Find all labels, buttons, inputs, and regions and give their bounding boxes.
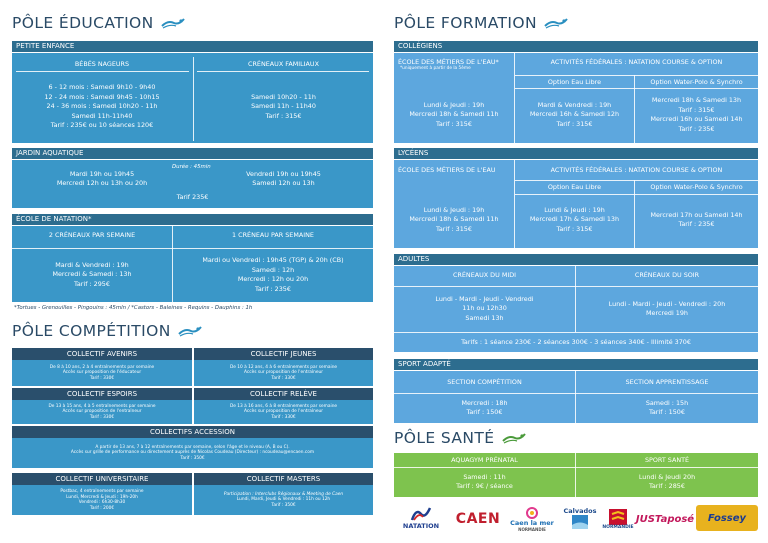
deux-creneaux-title: 2 CRÉNEAUX PAR SEMAINE	[48, 231, 136, 239]
lyc-eau-title: Option Eau Libre	[547, 183, 602, 191]
un-creneau-lines: Mardi ou Vendredi : 19h45 (TGP) & 20h (CB) Samedi : 12h Mercredi : 12h ou 20h Tarif : 235€	[202, 256, 344, 293]
colleg-activites-title: ACTIVITÉS FÉDÉRALES : NATATION COURSE & OPTION	[550, 58, 723, 66]
ecole-natation-box	[12, 226, 373, 302]
colleg-wp-title: Option Water-Polo & Synchro	[650, 78, 743, 86]
sante-box	[394, 453, 758, 497]
accession-title: COLLECTIFS ACCESSION	[12, 426, 373, 438]
section-apprentissage-lines: Samedi : 15h Tarif : 150€	[645, 398, 689, 416]
jardin-left: Mardi 19h ou 19h45 Mercredi 12h ou 13h ou 20h	[56, 169, 148, 187]
sante-title: PÔLE SANTÉ	[394, 429, 527, 447]
section-apprentissage-title: SECTION APPRENTISSAGE	[625, 378, 709, 386]
lyc-eau-lines: Lundi & Jeudi : 19h Mercredi 17h & Samedi 13h Tarif : 315€	[529, 205, 620, 233]
espoirs-title: COLLECTIF ESPOIRS	[12, 388, 192, 400]
petite-enfance-header: PETITE ENFANCE	[12, 41, 373, 52]
lyceens-header: LYCÉENS	[394, 148, 758, 159]
jeunes-title: COLLECTIF JEUNES	[194, 348, 373, 360]
caen-la-mer-icon	[525, 507, 539, 519]
ecole-note: *Tortues - Grenouilles - Pingouins : 45mln / *Castors - Baleines - Requins - Dauphins : 1h	[14, 305, 253, 311]
calvados-flag-icon	[572, 515, 588, 529]
midi-title: CRÉNEAUX DU MIDI	[452, 271, 517, 279]
accession-box: A partir de 13 ans, 7 à 12 entraînements par semaine, selon l'âge et le niveau (A, B ou C). Accès sur grille de performance ou directement auprès de Nicolas Coudeau (Directeur) : ncoudeau@encaen.com Tarif : 350€	[12, 438, 373, 468]
aquagym-lines: Samedi : 11h Tarif : 9€ / séance	[456, 472, 513, 490]
bebes-title: BÉBÉS NAGEURS	[74, 60, 130, 68]
creneaux-lines: Samedi 10h20 - 11h Samedi 11h - 11h40 Tarif : 315€	[251, 92, 316, 120]
avenirs-box: De 8 à 10 ans, 2 à 4 entraînements par semaine Accès sur proposition de l'éducateur Tarif : 330€	[12, 360, 192, 386]
colleg-ecole-lines: Lundi & Jeudi : 19h Mercredi 18h & Samedi 11h Tarif : 315€	[409, 100, 499, 128]
jardin-header: JARDIN AQUATIQUE	[12, 148, 373, 159]
creneaux-familiaux-title: CRÉNEAUX FAMILIAUX	[248, 60, 319, 68]
section-competition-lines: Mercredi : 18h Tarif : 150€	[461, 398, 508, 416]
colleg-ecole-note: *uniquement à partir de la 5ème	[400, 66, 471, 71]
edu-title: PÔLE ÉDUCATION	[12, 14, 186, 32]
jardin-box	[12, 160, 373, 208]
collegiens-header: COLLÉGIENS	[394, 41, 758, 52]
swimmer-icon	[543, 16, 569, 30]
caen-logo: CAEN	[455, 511, 501, 527]
sport-adapte-box	[394, 371, 758, 423]
universitaire-box: Postbac, 4 entraînements par semaine Lundi, Mercredi & Jeudi : 19h-20h Vendredi : 6h30-8h30 Tarif : 200€	[12, 485, 192, 515]
colleg-wp-lines: Mercredi 18h & Samedi 13h Tarif : 315€ Mercredi 16h ou Samedi 14h Tarif : 235€	[650, 96, 743, 133]
caen-la-mer-logo: Caen la mer NORMANDIE	[508, 503, 556, 535]
swimmer-icon	[501, 431, 527, 445]
justapose-logo: JUSTaposé	[635, 513, 695, 525]
calvados-logo: Calvados	[560, 502, 600, 534]
un-creneau-title: 1 CRÉNEAU PAR SEMAINE	[232, 231, 314, 239]
lyc-ecole-title: ÉCOLE DES MÉTIERS DE L'EAU	[398, 166, 496, 174]
ecole-natation-header: ÉCOLE DE NATATION*	[12, 214, 373, 225]
adultes-box	[394, 266, 758, 352]
normandie-logo: NORMANDIE	[602, 503, 634, 535]
lyceens-box	[394, 160, 758, 248]
soir-lines: Lundi - Mardi - Jeudi - Vendredi : 20h Mercredi 19h	[608, 299, 726, 317]
soir-title: CRÉNEAUX DU SOIR	[634, 271, 700, 279]
masters-box: Participation : Interclubs Régionaux & Meeting de Caen Lundi, Mardi, Jeudi & Vendredi : 11h ou 12h Tarif : 350€	[194, 485, 373, 515]
swimmer-icon	[160, 16, 186, 30]
sport-adapte-header: SPORT ADAPTÉ	[394, 359, 758, 370]
comp-title: PÔLE COMPÉTITION	[12, 322, 203, 340]
masters-title: COLLECTIF MASTERS	[194, 473, 373, 485]
adultes-header: ADULTES	[394, 254, 758, 265]
normandie-lions-icon	[609, 509, 627, 525]
avenirs-title: COLLECTIF AVENIRS	[12, 348, 192, 360]
lyc-activites-title: ACTIVITÉS FÉDÉRALES : NATATION COURSE & OPTION	[550, 166, 723, 174]
aquagym-title: AQUAGYM PRÉNATAL	[451, 456, 518, 464]
lyc-ecole-lines: Lundi & Jeudi : 19h Mercredi 18h & Samedi 11h Tarif : 315€	[409, 205, 499, 233]
releve-title: COLLECTIF RELÈVE	[194, 388, 373, 400]
fossey-logo: Fossey	[696, 505, 758, 531]
midi-lines: Lundi - Mardi - Jeudi - Vendredi 11h ou 12h30 Samedi 13h	[435, 294, 534, 322]
colleg-eau-lines: Mardi & Vendredi : 19h Mercredi 16h & Samedi 12h Tarif : 315€	[529, 100, 620, 128]
form-title: PÔLE FORMATION	[394, 14, 569, 32]
colleg-ecole-title: ÉCOLE DES MÉTIERS DE L'EAU*	[398, 58, 499, 66]
collegiens-box	[394, 53, 758, 143]
jardin-tarif: Tarif 235€	[176, 193, 209, 201]
swimmer-icon	[177, 324, 203, 338]
deux-creneaux-lines: Mardi & Vendredi : 19h Mercredi & Samedi : 13h Tarif : 295€	[52, 260, 132, 288]
bebes-lines: 6 - 12 mois : Samedi 9h10 - 9h40 12 - 24 mois : Samedi 9h45 - 10h15 24 - 36 mois : Samedi 10h20 - 11h Samedi 11h-11h40 Tarif : 235€ ou 10 séances 120€	[44, 83, 160, 130]
colleg-eau-title: Option Eau Libre	[547, 78, 602, 86]
lyc-wp-title: Option Water-Polo & Synchro	[650, 183, 743, 191]
universitaire-title: COLLECTIF UNIVERSITAIRE	[12, 473, 192, 485]
jeunes-box: De 10 à 12 ans, 4 à 6 entraînements par semaine Accès sur proposition de l'entraîneur Tarif : 330€	[194, 360, 373, 386]
lyc-wp-lines: Mercredi 17h ou Samedi 14h Tarif : 235€	[650, 210, 743, 228]
sport-sante-lines: Lundi & Jeudi 20h Tarif : 285€	[638, 472, 696, 490]
natation-logo: NATATION	[394, 503, 448, 533]
ffn-logo-icon	[410, 506, 432, 522]
section-competition-title: SECTION COMPÉTITION	[447, 378, 522, 386]
releve-box: De 13 à 16 ans, 6 à 8 entraînements par semaine Accès sur proposition de l'entraîneur Tarif : 330€	[194, 400, 373, 424]
adultes-tarifs: Tarifs : 1 séance 230€ - 2 séances 300€ - 3 séances 340€ - Illimité 370€	[461, 338, 691, 346]
espoirs-box: De 13 à 15 ans, 4 à 5 entraînements par semaine Accès sur proposition de l'entraîneur Tarif : 330€	[12, 400, 192, 424]
petite-enfance-box	[12, 53, 373, 143]
sport-sante-title: SPORT SANTÉ	[644, 456, 690, 464]
jardin-duree: Durée : 45min	[172, 164, 211, 170]
jardin-right: Vendredi 19h ou 19h45 Samedi 12h ou 13h	[246, 169, 321, 187]
